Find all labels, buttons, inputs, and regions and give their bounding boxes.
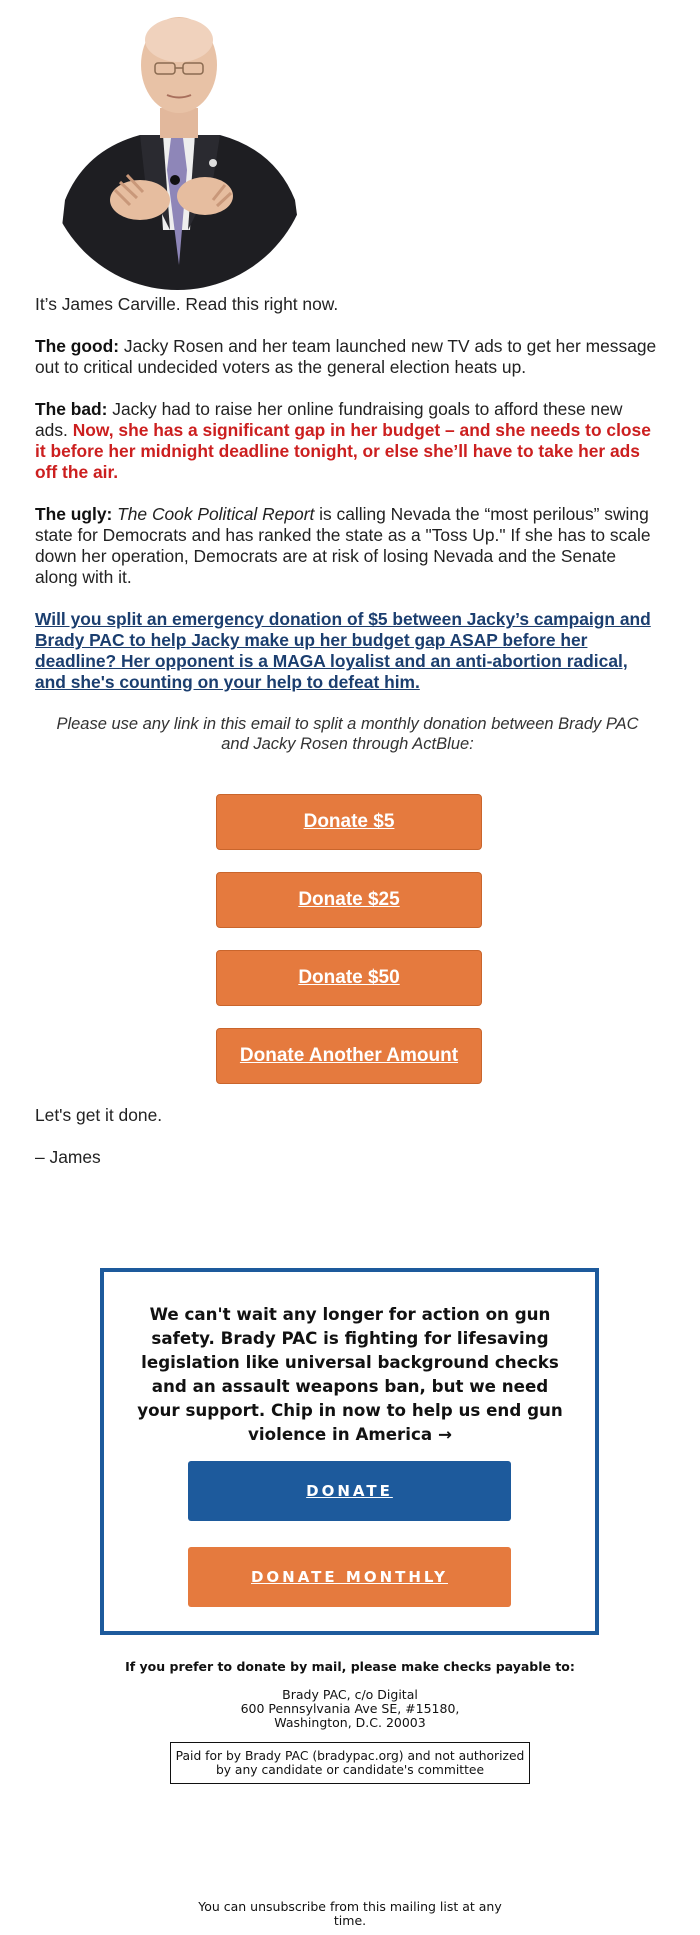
closing-text: Let's get it done. [35,1105,163,1125]
mail-address-line1: Brady PAC, c/o Digital [282,1687,418,1702]
good-label: The good: [35,336,120,356]
donate-another-amount-button[interactable]: Donate Another Amount [216,1028,482,1084]
cook-report-title: The Cook Political Report [117,504,315,524]
good-text: Jacky Rosen and her team launched new TV ads to get her message out to critical undecided voters as the general election heats up. [35,336,657,377]
bad-paragraph [35,399,660,483]
hero-photo [45,0,310,290]
bad-label: The bad: [35,399,108,419]
mail-heading: If you prefer to donate by mail, please make checks payable to: [125,1659,575,1674]
ugly-label: The ugly: [35,504,113,524]
james-carville-portrait [45,0,310,290]
donate-25-button[interactable]: Donate $25 [216,872,482,928]
donation-appeal-link[interactable]: Will you split an emergency donation of $5 between Jacky’s campaign and Brady PAC to help Jacky make up her budget gap ASAP before her deadline? Her opponent is a MAGA loyalist and an anti-abortion radical, and she's counting on your help to defeat him. [35,609,651,692]
donate-5-button[interactable]: Donate $5 [216,794,482,850]
donate-50-button[interactable]: Donate $50 [216,950,482,1006]
actblue-note: Please use any link in this email to split a monthly donation between Brady PAC and Jacky Rosen through ActBlue: [56,715,639,753]
signature: – James [35,1147,101,1167]
brady-pac-message: We can't wait any longer for action on gun safety. Brady PAC is fighting for lifesaving legislation like universal background checks and an assault weapons ban, but we need your support. Chip in now to help us end gun violence in America → [137,1304,563,1444]
paid-for-disclaimer: Paid for by Brady PAC (bradypac.org) and not authorized by any candidate or candidate's committee [170,1742,530,1784]
mail-address-line3: Washington, D.C. 20003 [274,1715,426,1730]
mail-address-line2: 600 Pennsylvania Ave SE, #15180, [240,1701,460,1716]
donate-button[interactable]: DONATE [188,1461,511,1521]
ugly-paragraph [35,504,660,588]
bad-text: Jacky had to raise her online fundraising goals to afford these new ads. [35,399,623,440]
donate-monthly-button[interactable]: DONATE MONTHLY [188,1547,511,1607]
unsubscribe-text[interactable]: You can unsubscribe from this mailing list at any time. [198,1899,502,1928]
bad-highlight: Now, she has a significant gap in her budget – and she needs to close it before her midnight deadline tonight, or else she’ll have to take her ads off the air. [35,420,651,482]
good-paragraph [35,336,660,378]
email-body [35,294,660,774]
intro-text: It’s James Carville. Read this right now. [35,294,339,314]
ugly-text: is calling Nevada the “most perilous” swing state for Democrats and has ranked the state as a "Toss Up." If she has to scale down her operation, Democrats are at risk of losing Nevada and the Senate along with it. [35,504,651,587]
brady-pac-box [100,1268,599,1635]
